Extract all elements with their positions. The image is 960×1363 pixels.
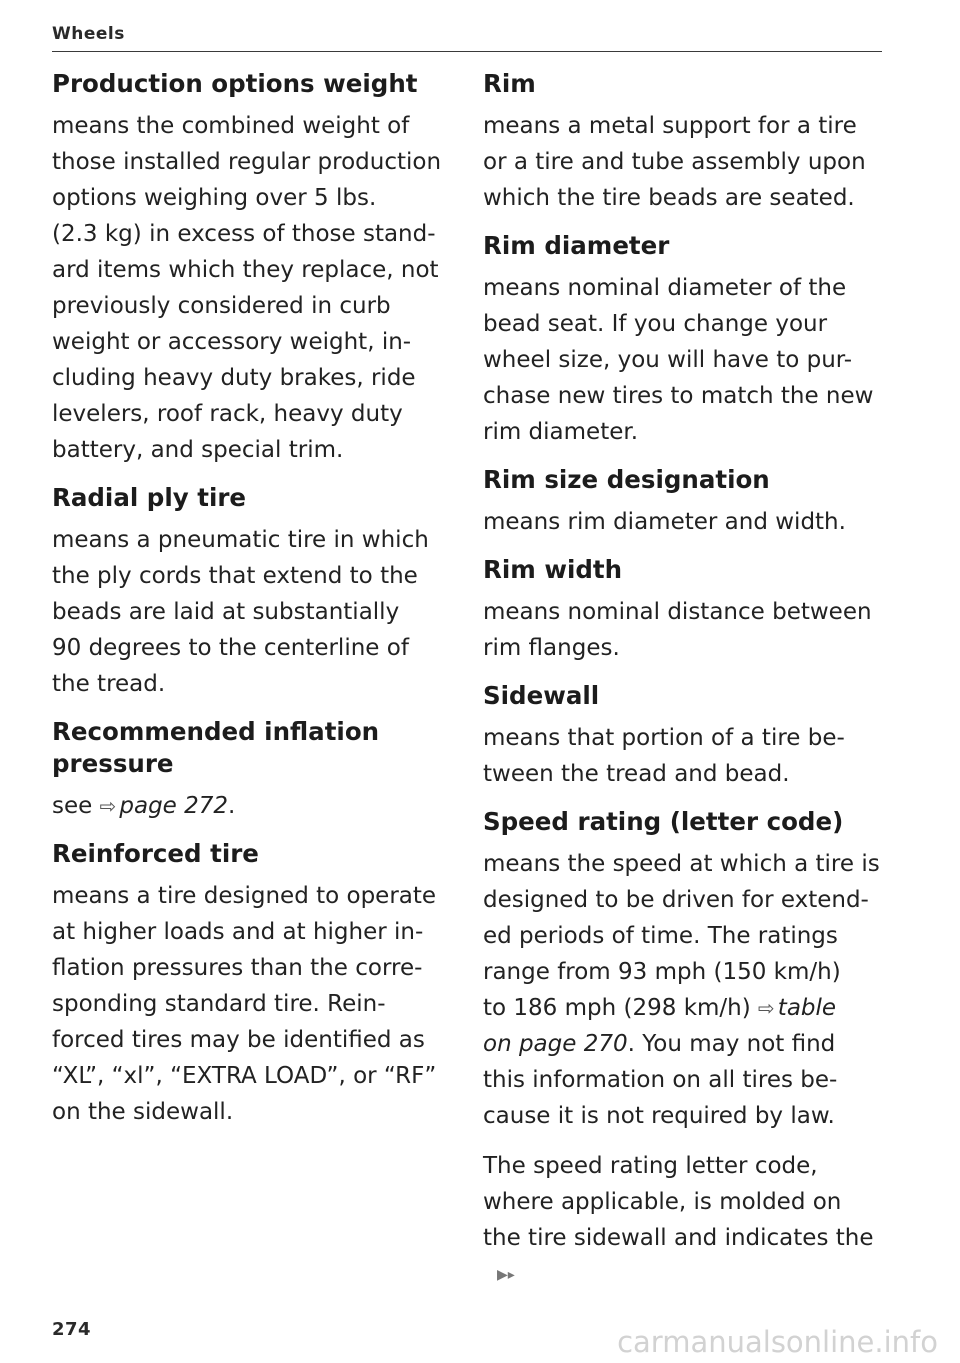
definition-rim-size-designation — [483, 504, 888, 540]
definition-line: means a metal support for a tire — [483, 113, 857, 139]
page-number: 274 — [52, 1319, 92, 1340]
paragraph-line: where applicable, is molded on — [483, 1189, 842, 1215]
definition-line: or a tire and tube assembly upon — [483, 149, 866, 175]
definition-line: battery, and special trim. — [52, 437, 344, 463]
heading-speed-rating: Speed rating (letter code) — [483, 807, 844, 836]
table-reference-link[interactable]: table — [777, 995, 837, 1021]
heading-reinforced-tire: Reinforced tire — [52, 839, 259, 868]
definition-line: range from 93 mph (150 km/h) — [483, 959, 841, 985]
definition-line: means a tire designed to operate — [52, 883, 437, 909]
cross-reference-line — [52, 788, 452, 824]
heading-radial-ply-tire: Radial ply tire — [52, 483, 247, 512]
heading-production-options-weight: Production options weight — [52, 69, 418, 98]
definition-sidewall — [483, 720, 888, 792]
definition-line: ed periods of time. The ratings — [483, 923, 838, 949]
definition-line: means a pneumatic tire in which — [52, 527, 429, 553]
definition-line: those installed regular production — [52, 149, 442, 175]
definition-line: cause it is not required by law. — [483, 1103, 835, 1129]
definition-line: means the combined weight of — [52, 113, 410, 139]
definition-line: “XL”, “xl”, “EXTRA LOAD”, or “RF” — [52, 1063, 437, 1089]
heading-sidewall: Sidewall — [483, 681, 600, 710]
definition-line: at higher loads and at higher in- — [52, 919, 424, 945]
definition-line: chase new tires to match the new — [483, 383, 874, 409]
definition-line: means nominal distance between — [483, 599, 872, 625]
definition-line: designed to be driven for extend- — [483, 887, 869, 913]
definition-line: means that portion of a tire be- — [483, 725, 845, 751]
definition-rim — [483, 108, 888, 216]
cross-reference-arrow-icon: ⇨ — [99, 794, 117, 818]
left-column — [52, 68, 452, 1130]
definition-line: levelers, roof rack, heavy duty — [52, 401, 403, 427]
definition-line: rim flanges. — [483, 635, 620, 661]
definition-line: (2.3 kg) in excess of those stand- — [52, 221, 436, 247]
definition-reinforced-tire — [52, 878, 452, 1130]
paragraph-line: The speed rating letter code, — [483, 1153, 818, 1179]
definition-line: wheel size, you will have to pur- — [483, 347, 853, 373]
heading-recommended-inflation-pressure — [52, 716, 452, 780]
definition-line: tween the tread and bead. — [483, 761, 790, 787]
paragraph-text: the tire sidewall and indicates the — [483, 1225, 874, 1251]
definition-rim-diameter — [483, 270, 888, 450]
definition-line: sponding standard tire. Rein- — [52, 991, 386, 1017]
definition-radial-ply-tire — [52, 522, 452, 702]
paragraph-speed-code — [483, 1148, 888, 1293]
definition-text: . You may not find — [627, 1031, 836, 1057]
continue-arrow-icon: ▶▸ — [497, 1267, 515, 1283]
definition-line: on the sidewall. — [52, 1099, 234, 1125]
page-reference-link[interactable]: on page 270 — [483, 1031, 628, 1057]
header-divider — [52, 51, 882, 52]
definition-recommended-inflation-pressure — [52, 788, 452, 824]
definition-line: ard items which they replace, not — [52, 257, 439, 283]
definition-line: 90 degrees to the centerline of — [52, 635, 409, 661]
cross-reference-arrow-icon: ⇨ — [758, 996, 775, 1020]
heading-rim-diameter: Rim diameter — [483, 231, 670, 260]
definition-line: forced tires may be identified as — [52, 1027, 425, 1053]
watermark: carmanualsonline.info — [617, 1325, 938, 1359]
paragraph-line — [483, 1220, 888, 1293]
definition-line: rim diameter. — [483, 419, 639, 445]
definition-line: options weighing over 5 lbs. — [52, 185, 377, 211]
punctuation: . — [228, 793, 236, 819]
running-head-section: Wheels — [52, 24, 125, 44]
heading-line: Recommended inflation — [52, 717, 380, 746]
definition-line: weight or accessory weight, in- — [52, 329, 412, 355]
right-column — [483, 68, 888, 1293]
definition-line: means nominal diameter of the — [483, 275, 847, 301]
heading-rim: Rim — [483, 69, 536, 98]
definition-rim-width — [483, 594, 888, 666]
definition-line: which the tire beads are seated. — [483, 185, 855, 211]
definition-line — [483, 990, 888, 1026]
definition-text: to 186 mph (298 km/h) — [483, 995, 751, 1021]
definition-line: means rim diameter and width. — [483, 509, 846, 535]
heading-rim-size-designation: Rim size designation — [483, 465, 770, 494]
definition-line: cluding heavy duty brakes, ride — [52, 365, 416, 391]
definition-line — [483, 1026, 888, 1062]
definition-line: previously considered in curb — [52, 293, 391, 319]
definition-line: beads are laid at substantially — [52, 599, 400, 625]
definition-line: the tread. — [52, 671, 166, 697]
definition-line: flation pressures than the corre- — [52, 955, 423, 981]
definition-speed-rating — [483, 846, 888, 1134]
definition-production-options-weight — [52, 108, 452, 468]
heading-rim-width: Rim width — [483, 555, 623, 584]
definition-line: the ply cords that extend to the — [52, 563, 418, 589]
definition-line: bead seat. If you change your — [483, 311, 828, 337]
definition-line: this information on all tires be- — [483, 1067, 838, 1093]
page-reference-link[interactable]: page 272 — [119, 793, 229, 819]
see-label: see — [52, 793, 93, 819]
heading-line: pressure — [52, 749, 174, 778]
definition-line: means the speed at which a tire is — [483, 851, 880, 877]
